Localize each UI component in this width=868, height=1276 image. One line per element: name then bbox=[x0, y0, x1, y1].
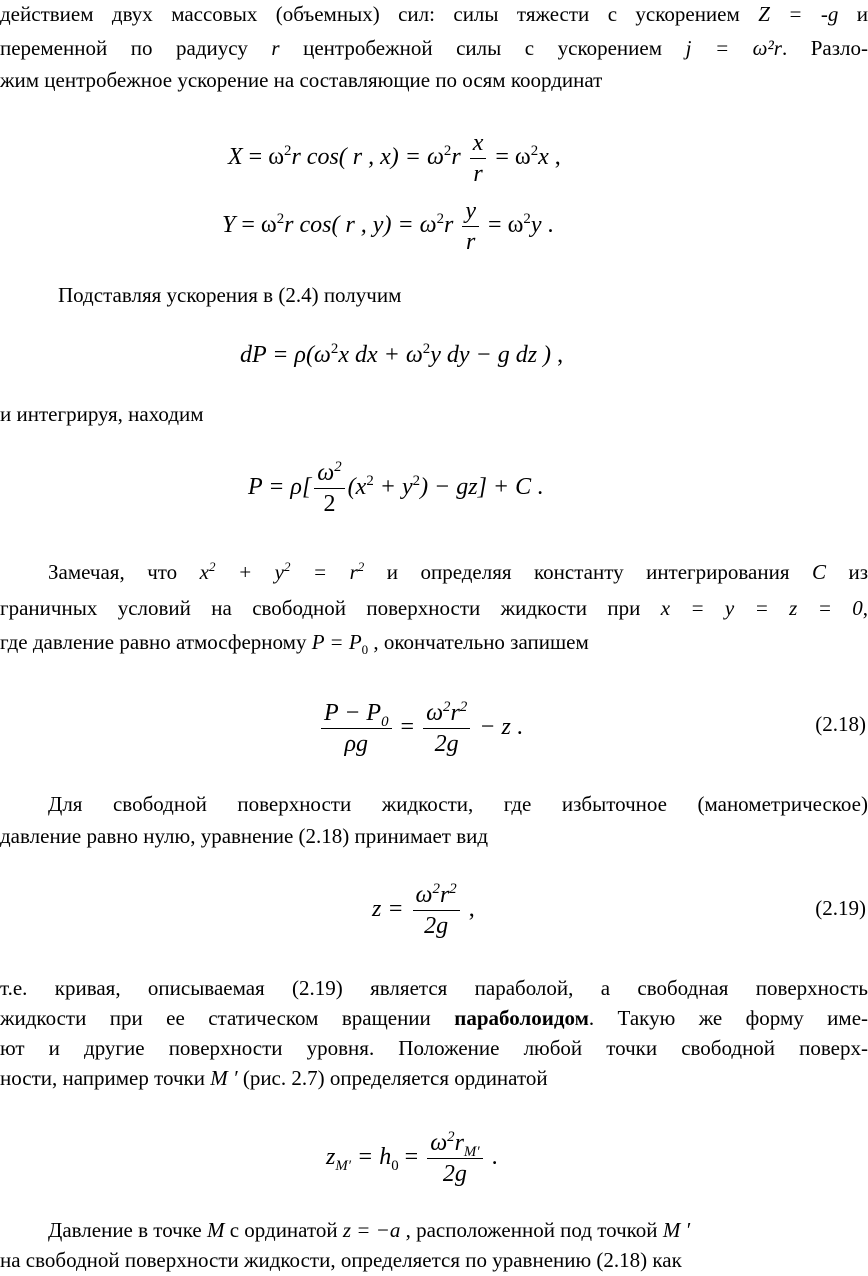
math-symbol: y bbox=[530, 212, 542, 239]
math-symbol: , bbox=[468, 896, 475, 923]
math-symbol: r bbox=[451, 144, 461, 171]
text-fragment: переменной по радиусу bbox=[0, 36, 248, 60]
text-line bbox=[0, 628, 868, 656]
text-fragment: , расположенной под точкой bbox=[405, 1218, 658, 1242]
math-symbol: r bbox=[444, 212, 454, 239]
math-symbol: ) − gz] + C bbox=[420, 474, 532, 501]
math-symbol: X bbox=[228, 144, 243, 171]
text-line bbox=[0, 34, 868, 62]
math-symbol: = ω bbox=[248, 144, 285, 171]
text-line bbox=[48, 790, 868, 818]
math-symbol: − z bbox=[479, 714, 511, 741]
text-line bbox=[0, 66, 868, 94]
text-line bbox=[0, 974, 868, 1002]
text-line bbox=[0, 594, 868, 622]
fraction bbox=[470, 128, 487, 189]
math-symbol: x dx + ω bbox=[338, 342, 423, 368]
text-fragment: Давление в точке bbox=[48, 1218, 202, 1242]
equation-2-18 bbox=[318, 698, 523, 759]
math-symbol: , bbox=[557, 342, 564, 368]
math-inline: C bbox=[812, 560, 827, 584]
math-symbol: (x bbox=[347, 474, 367, 501]
equation-z-M bbox=[326, 1128, 498, 1189]
text-line bbox=[0, 822, 868, 850]
math-symbol: $\omega^2r^2$ bbox=[423, 698, 470, 729]
math-inline: M ′ bbox=[210, 1066, 238, 1090]
text-fragment: ют и другие поверхности уровня. Положение любой точки свободной поверх- bbox=[0, 1036, 868, 1060]
text-line bbox=[0, 0, 868, 28]
math-symbol: P = ρ[ bbox=[248, 474, 312, 501]
math-inline: j = ω²r bbox=[685, 36, 782, 60]
math-symbol: . bbox=[547, 212, 554, 239]
math-symbol: r cos( r , x) = ω bbox=[291, 144, 444, 171]
text-fragment: (рис. 2.7) определяется ординатой bbox=[242, 1066, 548, 1090]
text-fragment: Подставляя ускорения в (2.4) получим bbox=[58, 283, 402, 307]
text-fragment: и bbox=[856, 2, 868, 26]
equation-y-component: $Y = \omega^2r$ cos( r , $y) = \omega^2r$ $\frac{y}{r}$ = $\omega^2y$ . bbox=[222, 198, 554, 255]
math-symbol: . bbox=[491, 1144, 498, 1171]
math-subscript: 0 bbox=[361, 642, 369, 658]
math-symbol: . bbox=[516, 714, 523, 741]
text-line bbox=[0, 1034, 868, 1062]
math-symbol: = ω bbox=[495, 144, 531, 171]
text-fragment: , bbox=[862, 596, 868, 620]
math-symbol: = bbox=[398, 1144, 419, 1171]
text-fragment: жидкости при ее статическом вращении bbox=[0, 1006, 431, 1030]
text-fragment: давление равно нулю, уравнение (2.18) принимает вид bbox=[0, 824, 489, 848]
text-fragment: . Такую же форму име- bbox=[588, 1006, 868, 1030]
text-fragment: , окончательно запишем bbox=[373, 630, 589, 654]
fraction bbox=[321, 698, 392, 759]
text-line bbox=[0, 1246, 868, 1274]
math-subscript: M′ bbox=[335, 1157, 351, 1174]
text-line bbox=[0, 400, 868, 428]
equation-dP: dP = $\rho(\omega^2x$ dx + $\omega^2y$ dy − g dz ) , bbox=[240, 341, 564, 368]
math-inline: x = y = z = 0 bbox=[660, 596, 863, 620]
math-symbol: = ω bbox=[488, 212, 524, 239]
fraction bbox=[427, 1128, 482, 1189]
math-symbol: x bbox=[470, 128, 487, 159]
text-fragment: ности, например точки bbox=[0, 1066, 205, 1090]
equation-x-component: $X = \omega^2r$ cos( r , $x) = \omega^2r$ $\frac{x}{r}$ = $\omega^2x$ , bbox=[228, 130, 561, 187]
math-inline: P = P bbox=[311, 630, 362, 654]
text-fragment: и определяя константу интегрирования bbox=[386, 560, 790, 584]
equation-number: (2.19) bbox=[815, 896, 866, 920]
text-fragment: . Разло- bbox=[781, 36, 868, 60]
text-line bbox=[48, 1216, 868, 1244]
math-symbol: . bbox=[537, 474, 544, 501]
math-subscript: 0 bbox=[391, 1157, 399, 1174]
math-inline: z = −a bbox=[342, 1218, 401, 1242]
math-symbol: r bbox=[466, 229, 476, 255]
text-fragment: с ординатой bbox=[229, 1218, 338, 1242]
text-fragment: граничных условий на свободной поверхности жидкости при bbox=[0, 596, 641, 620]
math-symbol: = bbox=[400, 714, 415, 741]
math-symbol: z = bbox=[372, 896, 404, 923]
equation-P: P = ρ[ $\frac{\omega^2}{2}$ $(x^2 + y^2) - gz] + C$ . bbox=[248, 459, 544, 517]
text-fragment: действием двух массовых (объемных) сил: силы тяжести с ускорением bbox=[0, 2, 740, 26]
math-symbol: $\omega^2r^2$ bbox=[413, 880, 460, 911]
text-line bbox=[0, 1004, 868, 1032]
math-symbol: Y bbox=[222, 212, 236, 239]
math-symbol: 2g bbox=[424, 913, 449, 939]
fraction bbox=[462, 196, 479, 257]
text-fragment: где давление равно атмосферному bbox=[0, 630, 307, 654]
math-symbol: 2 bbox=[323, 491, 336, 517]
bold-term: параболоидом bbox=[454, 1006, 589, 1030]
math-inline: r bbox=[271, 36, 280, 60]
text-fragment: центробежной силы с ускорением bbox=[303, 36, 663, 60]
text-line bbox=[58, 281, 868, 309]
text-line bbox=[48, 558, 868, 586]
math-inline: M ′ bbox=[662, 1218, 691, 1242]
text-fragment: жим центробежное ускорение на составляющие по осям координат bbox=[0, 68, 603, 92]
math-inline: Z = -g bbox=[758, 2, 839, 26]
math-symbol: $\omega^2r_{M'}$ bbox=[427, 1128, 482, 1159]
fraction bbox=[423, 698, 470, 759]
text-fragment: т.е. кривая, описываемая (2.19) является параболой, а свободная поверхность bbox=[0, 976, 868, 1000]
math-symbol: 2g bbox=[442, 1161, 467, 1187]
math-symbol: $\omega^2$ bbox=[314, 458, 344, 489]
math-symbol: r cos( r , y) = ω bbox=[284, 212, 437, 239]
text-fragment: Для свободной поверхности жидкости, где избыточное (манометрическое) bbox=[48, 792, 868, 816]
math-symbol: = ω bbox=[241, 212, 277, 239]
math-symbol: ρg bbox=[344, 731, 369, 757]
math-symbol: z bbox=[326, 1144, 336, 1171]
math-inline: $x^2 + y^2 = r^2$ bbox=[199, 559, 365, 584]
math-inline: M bbox=[206, 1218, 225, 1242]
text-fragment: на свободной поверхности жидкости, определяется по уравнению (2.18) как bbox=[0, 1248, 682, 1272]
text-fragment: из bbox=[848, 560, 868, 584]
math-symbol: 2g bbox=[434, 731, 459, 757]
math-symbol: y dy − g dz ) bbox=[430, 342, 558, 368]
fraction bbox=[413, 880, 460, 941]
math-symbol: y bbox=[462, 196, 479, 227]
text-fragment: и интегрируя, находим bbox=[0, 402, 204, 426]
equation-number: (2.18) bbox=[815, 712, 866, 736]
text-line bbox=[0, 1064, 868, 1092]
math-symbol: + y bbox=[373, 474, 413, 501]
math-symbol: , bbox=[554, 144, 561, 171]
math-symbol: dP = ρ(ω bbox=[240, 342, 331, 368]
fraction bbox=[314, 458, 344, 519]
math-symbol: $P - P_0$ bbox=[321, 698, 392, 729]
text-fragment: Замечая, что bbox=[48, 560, 178, 584]
math-symbol: x bbox=[538, 144, 549, 171]
math-symbol: = h bbox=[351, 1144, 392, 1171]
equation-2-19 bbox=[372, 880, 475, 941]
math-symbol: r bbox=[473, 161, 483, 187]
